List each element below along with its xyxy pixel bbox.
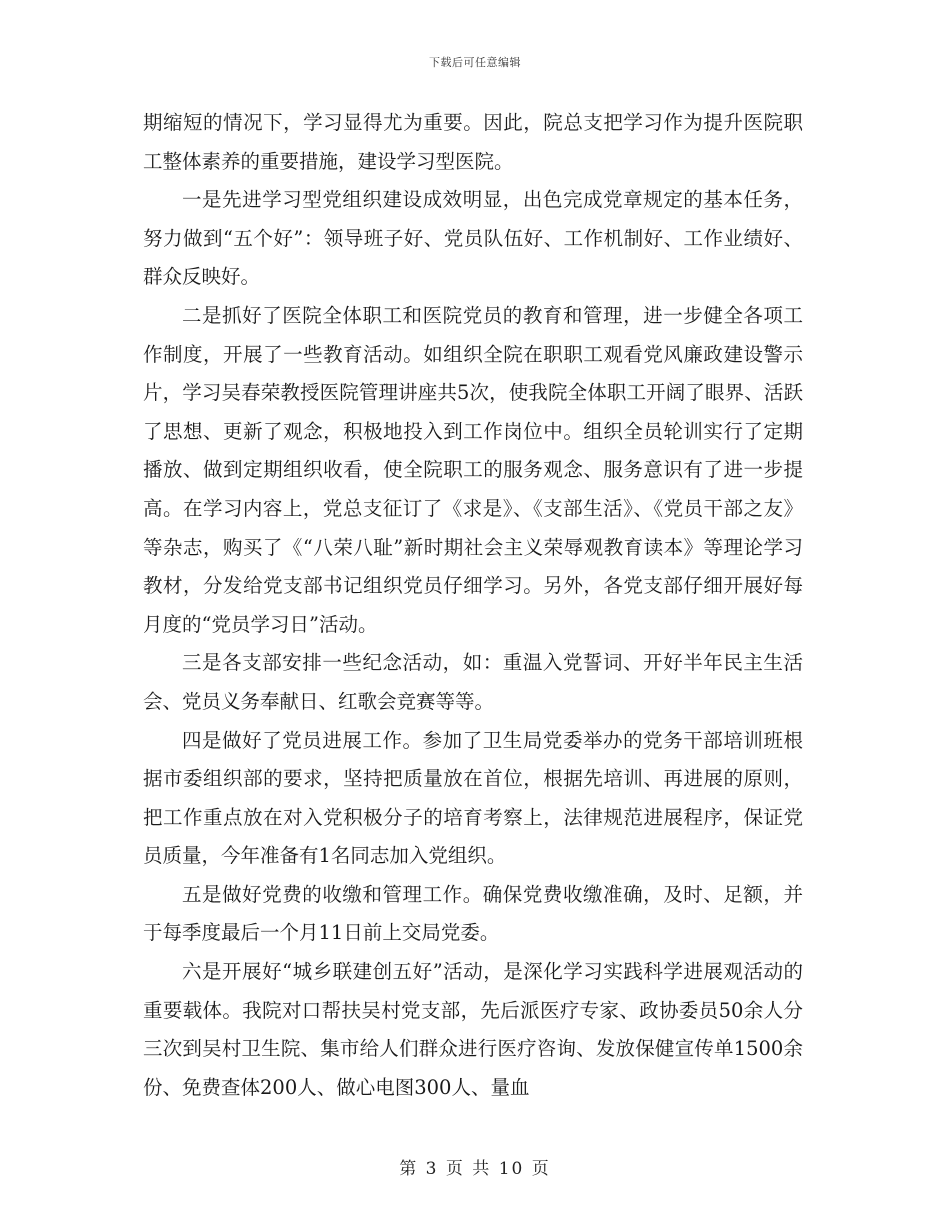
paragraph-continuation: 期缩短的情况下，学习显得尤为重要。因此，院总支把学习作为提升医院职工整体素养的重要措施，建设学习型医院。 — [143, 111, 803, 173]
page-number-footer: 第 3 页 共 10 页 — [399, 1159, 551, 1179]
paragraph-item-2: 二是抓好了医院全体职工和医院党员的教育和管理，进一步健全各项工作制度，开展了一些教育活动。如组织全院在职职工观看党风廉政建设警示片，学习吴春荣教授医院管理讲座共5次，使我院全体职工开阔了眼界、活跃了思想、更新了观念，积极地投入到工作岗位中。组织全员轮训实行了定期播放、做到定期组织收看，使全院职工的服务观念、服务意识有了进一步提高。在学习内容上，党总支征订了《求是》、《支部生活》、《党员干部之友》等杂志，购买了《“八荣八耻”新时期社会主义荣辱观教育读本》等理论学习教材，分发给党支部书记组织党员仔细学习。另外，各党支部仔细开展好每月度的“党员学习日”活动。 — [143, 303, 803, 636]
paragraph-item-4: 四是做好了党员进展工作。参加了卫生局党委举办的党务干部培训班根据市委组织部的要求，坚持把质量放在首位，根据先培训、再进展的原则，把工作重点放在对入党积极分子的培育考察上，法律规范进展程序，保证党员质量，今年准备有1名同志加入党组织。 — [143, 728, 803, 868]
paragraph-item-1: 一是先进学习型党组织建设成效明显，出色完成党章规定的基本任务，努力做到“五个好”：领导班子好、党员队伍好、工作机制好、工作业绩好、群众反映好。 — [143, 188, 803, 289]
paragraph-item-5: 五是做好党费的收缴和管理工作。确保党费收缴准确，及时、足额，并于每季度最后一个月11日前上交局党委。 — [143, 882, 803, 945]
page-header: 下载后可任意编辑 — [429, 56, 521, 69]
paragraph-item-3: 三是各支部安排一些纪念活动，如：重温入党誓词、开好半年民主生活会、党员义务奉献日、红歌会竞赛等等。 — [143, 651, 803, 713]
document-body — [143, 104, 803, 1107]
paragraph-item-6: 六是开展好“城乡联建创五好”活动，是深化学习实践科学进展观活动的重要载体。我院对口帮扶吴村党支部，先后派医疗专家、政协委员50余人分三次到吴村卫生院、集市给人们群众进行医疗咨询、发放保健宣传单1500余份、免费查体200人、做心电图300人、量血 — [143, 960, 803, 1099]
